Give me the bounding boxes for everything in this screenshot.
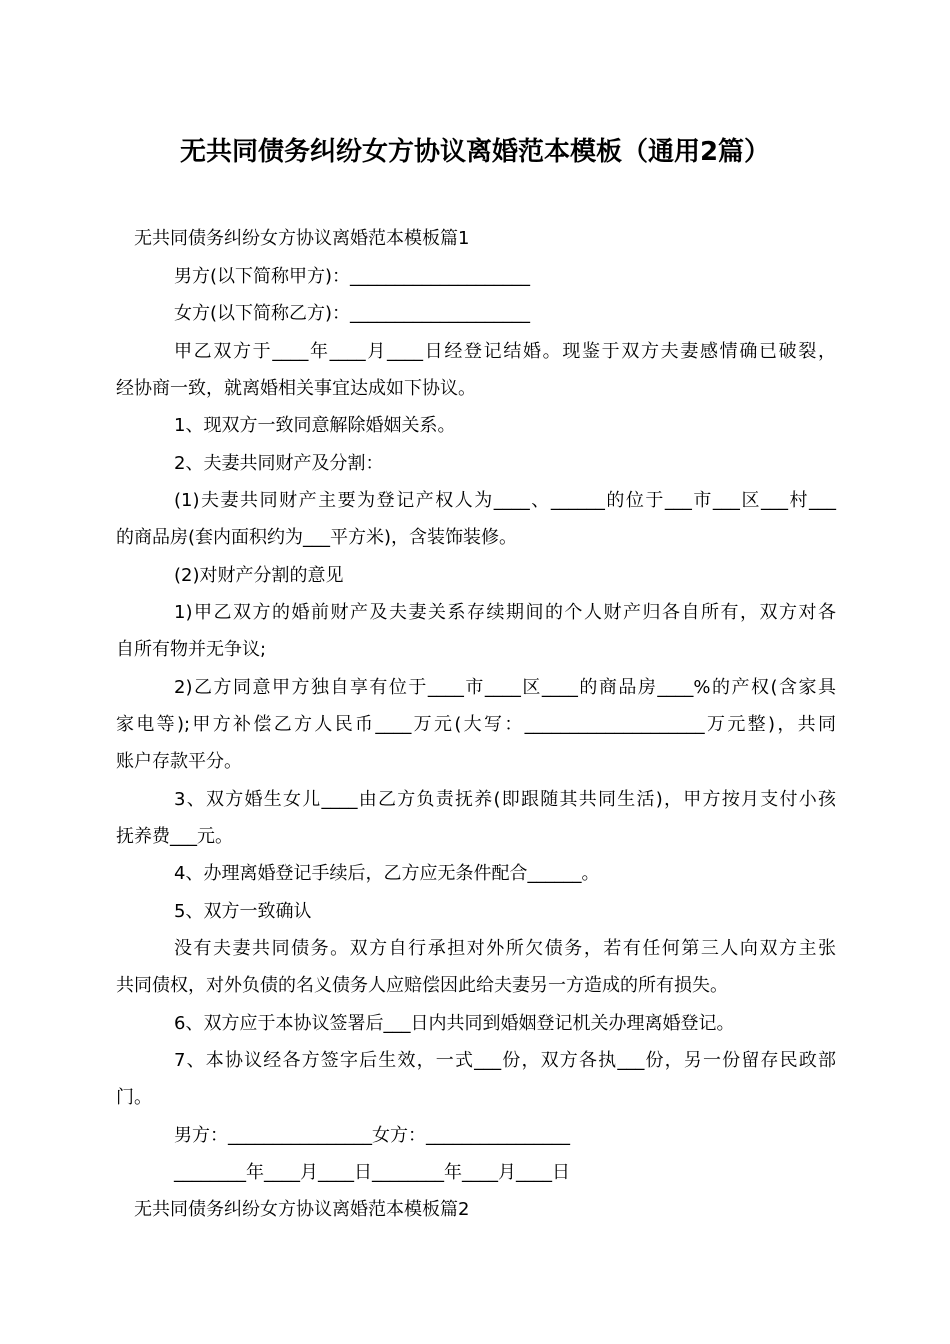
clause-3: 3、双方婚生女儿____由乙方负责抚养(即跟随其共同生活)，甲方按月支付小孩 (174, 789, 836, 810)
clause-5: 5、双方一致确认 (174, 901, 312, 922)
paragraph-line: 账户存款平分。 (116, 751, 242, 772)
paragraph-line: 门。 (116, 1087, 152, 1108)
clause-6: 6、双方应于本协议签署后___日内共同到婚姻登记机关办理离婚登记。 (174, 1013, 735, 1034)
wife-line: 女方(以下简称乙方)：____________________ (174, 303, 531, 324)
paragraph-line: 的商品房(套内面积约为___平方米)，含装饰装修。 (116, 527, 518, 548)
section-2-heading: 无共同债务纠纷女方协议离婚范本模板篇2 (134, 1199, 470, 1220)
clause-1: 1、现双方一致同意解除婚姻关系。 (174, 415, 456, 436)
paragraph-line: 经协商一致，就离婚相关事宜达成如下协议。 (116, 378, 476, 399)
paragraph-line: 自所有物并无争议; (116, 639, 267, 660)
clause-5-body: 没有夫妻共同债务。双方自行承担对外所欠债务，若有任何第三人向双方主张 (174, 938, 836, 959)
clause-4: 4、办理离婚登记手续后，乙方应无条件配合______。 (174, 863, 600, 884)
clause-2-1: (1)夫妻共同财产主要为登记产权人为____、______的位于___市___区___村___ (174, 490, 836, 511)
section-1-heading: 无共同债务纠纷女方协议离婚范本模板篇1 (134, 228, 470, 249)
date-line: ________年____月____日________年____月____日 (174, 1162, 570, 1183)
paragraph-line: 共同债权，对外负债的名义债务人应赔偿因此给夫妻另一方造成的所有损失。 (116, 975, 728, 996)
paragraph-line: 抚养费___元。 (116, 826, 233, 847)
clause-7: 7、本协议经各方签字后生效，一式___份，双方各执___份，另一份留存民政部 (174, 1050, 836, 1071)
paragraph-line: 家电等);甲方补偿乙方人民币____万元(大写：____________________万元整)，共同 (116, 714, 836, 735)
husband-line: 男方(以下简称甲方)：____________________ (174, 266, 531, 287)
document-title: 无共同债务纠纷女方协议离婚范本模板（通用2篇） (179, 137, 771, 167)
paragraph-line: 甲乙双方于____年____月____日经登记结婚。现鉴于双方夫妻感情确已破裂， (174, 341, 836, 362)
clause-2-2-2: 2)乙方同意甲方独自享有位于____市____区____的商品房____%的产权(含家具 (174, 677, 836, 698)
clause-2-2-1: 1)甲乙双方的婚前财产及夫妻关系存续期间的个人财产归各自所有，双方对各 (174, 602, 836, 623)
clause-2-2: (2)对财产分割的意见 (174, 565, 344, 586)
signature-line: 男方：________________女方：________________ (174, 1125, 570, 1146)
clause-2: 2、夫妻共同财产及分割： (174, 453, 384, 474)
